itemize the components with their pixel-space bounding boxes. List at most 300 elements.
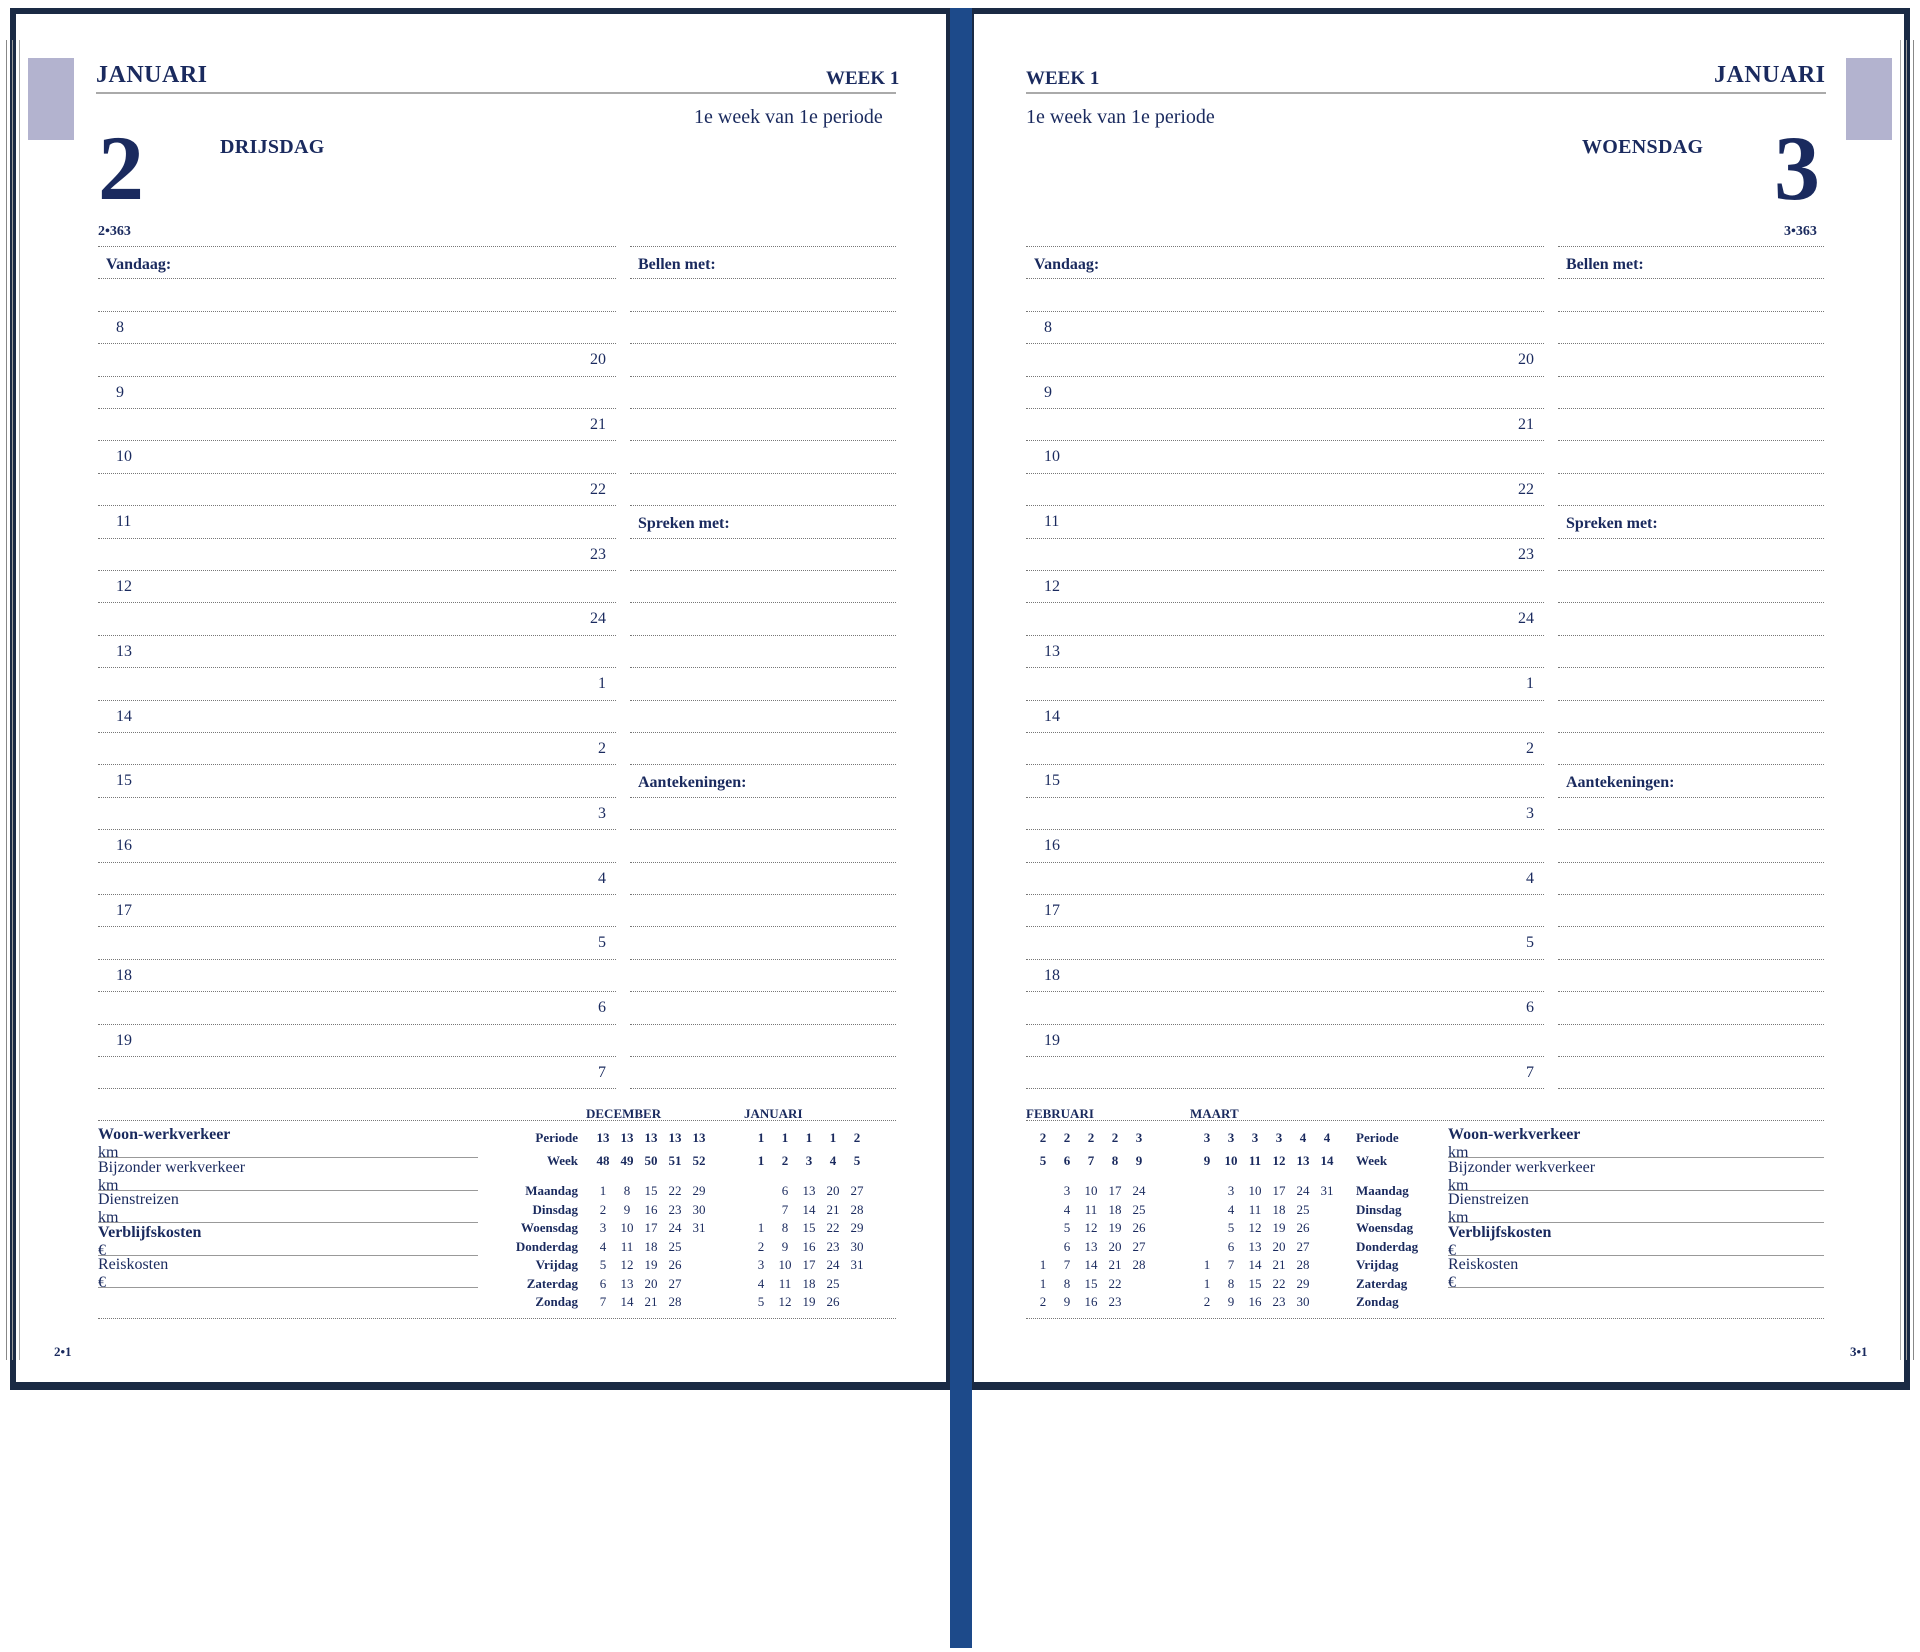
calendar-cell: 9 xyxy=(1203,1153,1211,1168)
expense-unit: km xyxy=(98,1209,119,1226)
call-label-right: Bellen met: xyxy=(1566,256,1644,273)
hour-label: 1 xyxy=(598,675,606,693)
calendar-cell: 25 xyxy=(668,1239,682,1254)
calendar-cell: 9 xyxy=(781,1239,789,1254)
calendar-cell: 10 xyxy=(1084,1183,1098,1198)
hour-label: 9 xyxy=(1044,383,1052,401)
calendar-cell: 11 xyxy=(1248,1153,1262,1168)
hour-label: 24 xyxy=(590,610,606,628)
calendar-cell: 3 xyxy=(1063,1183,1071,1198)
expense-unit: € xyxy=(1448,1274,1456,1291)
calendar-cell: 11 xyxy=(1084,1202,1098,1217)
calendar-cell: 7 xyxy=(1087,1153,1095,1168)
calendar-cell: 27 xyxy=(850,1183,864,1198)
hour-label: 6 xyxy=(1526,999,1534,1017)
calendar-row-label: Dinsdag xyxy=(532,1202,578,1217)
ruled-line xyxy=(1558,538,1824,539)
calendar-cell: 6 xyxy=(1063,1239,1071,1254)
ruled-line xyxy=(1026,635,1544,636)
calendar-cell: 31 xyxy=(1320,1183,1334,1198)
ruled-line xyxy=(630,862,896,863)
schedule-left xyxy=(98,246,616,1090)
calendar-cell: 23 xyxy=(826,1239,840,1254)
month-name: MAART xyxy=(1190,1106,1239,1121)
ruled-line xyxy=(1026,764,1544,765)
calendar-cell: 1 xyxy=(757,1220,765,1235)
expense-row xyxy=(1448,1158,1824,1194)
calendar-cell: 3 xyxy=(1227,1130,1235,1145)
calendar-row-label: Dinsdag xyxy=(1356,1202,1402,1217)
hour-label: 18 xyxy=(116,966,132,984)
hour-label: 9 xyxy=(116,383,124,401)
calendar-cell: 8 xyxy=(1111,1153,1119,1168)
calendar-cell: 1 xyxy=(599,1183,607,1198)
calendar-row-label: Maandag xyxy=(1356,1183,1409,1198)
calendar-cell: 10 xyxy=(620,1220,634,1235)
ruled-line xyxy=(630,700,896,701)
ruled-line xyxy=(1558,894,1824,895)
ruled-line xyxy=(98,1088,616,1089)
expense-unit: km xyxy=(1448,1176,1469,1194)
expense-row xyxy=(98,1126,478,1161)
calendar-cell: 6 xyxy=(599,1276,607,1291)
calendar-cell: 24 xyxy=(668,1220,682,1235)
calendar-row-label: Zaterdag xyxy=(526,1276,578,1291)
calendar-cell: 13 xyxy=(1084,1239,1098,1254)
calendar-cell: 17 xyxy=(802,1257,816,1272)
ruled-line xyxy=(1558,991,1824,992)
calendar-cell: 11 xyxy=(778,1276,792,1291)
ruled-line xyxy=(1558,602,1824,603)
day-number-right: 3 xyxy=(1774,117,1820,219)
ruled-line xyxy=(630,894,896,895)
ruled-line xyxy=(98,862,616,863)
hour-label: 18 xyxy=(1044,966,1060,984)
expense-row xyxy=(1448,1223,1824,1259)
ruled-line xyxy=(98,797,616,798)
calendar-cell: 4 xyxy=(1323,1130,1331,1145)
side-columns-left xyxy=(630,246,896,1090)
expense-row xyxy=(98,1191,478,1226)
ruled-line xyxy=(1026,862,1544,863)
expense-row xyxy=(98,1256,478,1291)
hour-label: 14 xyxy=(1044,707,1060,725)
ruled-line xyxy=(98,894,616,895)
ruled-line xyxy=(98,408,616,409)
ruled-line xyxy=(630,667,896,668)
hour-label: 3 xyxy=(598,804,606,822)
expense-row xyxy=(1448,1256,1824,1291)
calendar-cell: 8 xyxy=(1227,1276,1235,1291)
calendar-cell: 1 xyxy=(757,1153,765,1168)
calendar-row-label: Donderdag xyxy=(515,1239,578,1254)
speak-label-right: Spreken met: xyxy=(1566,515,1658,532)
hour-label: 13 xyxy=(1044,642,1060,660)
page-number-left: 2•1 xyxy=(54,1344,72,1359)
hour-label: 11 xyxy=(116,513,132,531)
calendar-cell: 9 xyxy=(1063,1294,1071,1309)
calendar-cell: 19 xyxy=(802,1294,816,1309)
hour-label: 19 xyxy=(116,1031,132,1049)
hour-label: 14 xyxy=(116,707,132,725)
ruled-line xyxy=(630,570,896,571)
expense-label: Dienstreizen xyxy=(98,1191,179,1208)
calendar-cell: 24 xyxy=(1132,1183,1146,1198)
ruled-line xyxy=(1026,1024,1544,1025)
calendar-cell: 3 xyxy=(757,1257,765,1272)
calendar-cell: 3 xyxy=(1227,1183,1235,1198)
calendar-cell: 7 xyxy=(1227,1257,1235,1272)
notes-label-left: Aantekeningen: xyxy=(638,774,747,791)
page-edges-left xyxy=(6,40,20,1360)
ruled-line xyxy=(98,635,616,636)
hour-label: 21 xyxy=(1518,416,1534,433)
hour-label: 11 xyxy=(1044,513,1060,531)
page-number-right: 3•1 xyxy=(1850,1344,1868,1359)
calendar-cell: 23 xyxy=(1272,1294,1286,1309)
calendar-cell: 18 xyxy=(644,1239,658,1254)
expenses-left xyxy=(98,1126,478,1296)
calendar-cell: 31 xyxy=(692,1220,706,1235)
calendar-cell: 7 xyxy=(1063,1257,1071,1272)
hour-label: 8 xyxy=(116,318,124,336)
calendar-cell: 21 xyxy=(826,1202,840,1217)
ruled-line xyxy=(1558,311,1824,312)
calendar-cell: 28 xyxy=(1132,1257,1146,1272)
calendar-row-label: Maandag xyxy=(525,1183,578,1198)
calendar-cell: 4 xyxy=(599,1239,607,1254)
expense-label: Woon-werkverkeer xyxy=(98,1126,231,1143)
calendar-cell: 27 xyxy=(1132,1239,1146,1254)
calendar-cell: 14 xyxy=(1248,1257,1262,1272)
hour-label: 22 xyxy=(590,480,606,498)
calendar-cell: 21 xyxy=(1108,1257,1122,1272)
calendar-row-label: Zaterdag xyxy=(1356,1276,1408,1291)
calendar-cell: 13 xyxy=(1296,1153,1310,1168)
calendar-cell: 4 xyxy=(829,1153,837,1168)
day-of-year-left: 2•363 xyxy=(98,224,131,239)
page-edges-right xyxy=(1900,40,1914,1360)
hour-label: 5 xyxy=(1526,934,1534,952)
expense-label: Reiskosten xyxy=(1448,1256,1519,1273)
calendar-cell: 30 xyxy=(1296,1294,1310,1309)
day-number-left: 2 xyxy=(98,117,144,219)
hour-label: 19 xyxy=(1044,1031,1060,1049)
calendar-cell: 28 xyxy=(850,1202,864,1217)
calendar-cell: 16 xyxy=(802,1239,816,1254)
ruled-line xyxy=(630,635,896,636)
ruled-line xyxy=(630,797,896,798)
calendar-cell: 24 xyxy=(826,1257,840,1272)
calendar-cell: 9 xyxy=(1135,1153,1143,1168)
calendar-cell: 3 xyxy=(1251,1130,1259,1145)
calendar-row-label: Periode xyxy=(1356,1130,1399,1145)
calendar-cell: 26 xyxy=(668,1257,682,1272)
bookmark-ribbon[interactable] xyxy=(950,8,972,1648)
calendar-cell: 17 xyxy=(1108,1183,1122,1198)
calendar-cell: 7 xyxy=(781,1202,789,1217)
expense-label: Reiskosten xyxy=(98,1256,169,1273)
calendar-cell: 5 xyxy=(853,1153,861,1168)
calendar-cell: 15 xyxy=(802,1220,816,1235)
calendar-cell: 2 xyxy=(853,1130,861,1145)
ruled-line xyxy=(1026,667,1544,668)
day-name-left: DRIJSDAG xyxy=(220,136,325,158)
calendar-cell: 3 xyxy=(805,1153,813,1168)
ruled-line xyxy=(1026,440,1544,441)
ruled-line xyxy=(1026,894,1544,895)
expense-label: Verblijfskosten xyxy=(98,1223,202,1241)
calendar-cell: 27 xyxy=(1296,1239,1310,1254)
hour-label: 10 xyxy=(116,448,132,466)
expense-label: Bijzonder werkverkeer xyxy=(1448,1158,1596,1176)
calendar-cell: 19 xyxy=(1272,1220,1286,1235)
calendar-cell: 26 xyxy=(826,1294,840,1309)
day-of-year-right: 3•363 xyxy=(1784,224,1817,239)
calendar-cell: 29 xyxy=(692,1183,706,1198)
calendar-cell: 10 xyxy=(1248,1183,1262,1198)
header-rule-left xyxy=(96,92,896,94)
hour-label: 24 xyxy=(1518,610,1534,628)
ruled-line xyxy=(630,505,896,506)
hour-label: 4 xyxy=(1526,869,1534,887)
ruled-line xyxy=(98,926,616,927)
ruled-line xyxy=(1026,991,1544,992)
today-label-left: Vandaag: xyxy=(106,256,172,273)
calendar-cell: 1 xyxy=(1039,1276,1047,1291)
expense-label: Dienstreizen xyxy=(1448,1191,1529,1208)
ruled-line xyxy=(98,570,616,571)
calendar-cell: 13 xyxy=(596,1130,610,1145)
ruled-line xyxy=(98,700,616,701)
schedule-right xyxy=(1026,246,1544,1090)
calendar-cell: 5 xyxy=(599,1257,607,1272)
month-name: FEBRUARI xyxy=(1026,1106,1094,1121)
ruled-line xyxy=(1026,570,1544,571)
calendar-cell: 13 xyxy=(802,1183,816,1198)
expense-unit: € xyxy=(98,1241,106,1259)
ruled-line xyxy=(98,473,616,474)
calendar-cell: 27 xyxy=(668,1276,682,1291)
ruled-line xyxy=(630,926,896,927)
ruled-line xyxy=(1558,376,1824,377)
ruled-line xyxy=(1558,570,1824,571)
ruled-line xyxy=(630,1088,896,1089)
calendar-row-label: Woensdag xyxy=(520,1220,578,1235)
calendar-cell: 49 xyxy=(620,1153,634,1168)
ruled-line xyxy=(630,311,896,312)
calendar-cell: 2 xyxy=(599,1202,607,1217)
ruled-line xyxy=(1558,343,1824,344)
calendar-cell: 21 xyxy=(1272,1257,1286,1272)
calendar-cell: 51 xyxy=(668,1153,682,1168)
calendar-cell: 14 xyxy=(620,1294,634,1309)
calendar-cell: 13 xyxy=(644,1130,658,1145)
ruled-line xyxy=(630,538,896,539)
calendar-cell: 21 xyxy=(644,1294,658,1309)
ruled-line xyxy=(630,1056,896,1057)
ruled-line xyxy=(630,1024,896,1025)
calendar-cell: 7 xyxy=(599,1294,607,1309)
hour-label: 2 xyxy=(1526,740,1534,757)
ruled-line xyxy=(98,311,616,312)
calendar-row-label: Week xyxy=(1356,1153,1388,1168)
hour-label: 8 xyxy=(1044,318,1052,336)
ruled-line xyxy=(1026,1088,1544,1089)
ruled-line xyxy=(630,829,896,830)
ruled-line xyxy=(1026,376,1544,377)
ruled-line xyxy=(1026,732,1544,733)
period-label-right: 1e week van 1e periode xyxy=(1026,106,1215,128)
ruled-line xyxy=(98,343,616,344)
ruled-line xyxy=(98,505,616,506)
calendar-cell: 24 xyxy=(1296,1183,1310,1198)
ruled-line xyxy=(1558,1024,1824,1025)
hour-label: 23 xyxy=(1518,545,1534,563)
ruled-line xyxy=(1026,505,1544,506)
ruled-line xyxy=(1026,797,1544,798)
ruled-line xyxy=(98,1056,616,1057)
calendar-cell: 4 xyxy=(1227,1202,1235,1217)
calendar-cell: 9 xyxy=(623,1202,631,1217)
ruled-line xyxy=(630,246,896,247)
calendar-cell: 52 xyxy=(692,1153,706,1168)
ruled-line xyxy=(98,991,616,992)
calendar-cell: 13 xyxy=(620,1130,634,1145)
calendar-cell: 2 xyxy=(1039,1130,1047,1145)
calendar-cell: 4 xyxy=(1299,1130,1307,1145)
calendar-cell: 14 xyxy=(1084,1257,1098,1272)
ruled-line xyxy=(1558,700,1824,701)
calendar-cell: 22 xyxy=(1108,1276,1122,1291)
month-name: DECEMBER xyxy=(586,1106,662,1121)
call-label-left: Bellen met: xyxy=(638,256,716,273)
ruled-line xyxy=(98,440,616,441)
calendar-cell: 28 xyxy=(668,1294,682,1309)
calendar-cell: 15 xyxy=(1084,1276,1098,1291)
calendar-cell: 20 xyxy=(1272,1239,1286,1254)
calendar-cell: 12 xyxy=(1272,1153,1286,1168)
hour-label: 16 xyxy=(1044,837,1060,855)
ruled-line xyxy=(630,473,896,474)
ruled-line xyxy=(1558,829,1824,830)
calendar-cell: 29 xyxy=(850,1220,864,1235)
ruled-line xyxy=(1026,408,1544,409)
ruled-line xyxy=(98,667,616,668)
calendar-cell: 10 xyxy=(1224,1153,1238,1168)
expense-label: Verblijfskosten xyxy=(1448,1223,1552,1241)
ruled-line xyxy=(1558,505,1824,506)
month-title-right: JANUARI xyxy=(1714,62,1826,88)
calendar-row-label: Vrijdag xyxy=(535,1257,578,1272)
ruled-line xyxy=(1026,538,1544,539)
ruled-line xyxy=(630,602,896,603)
calendar-cell: 16 xyxy=(1084,1294,1098,1309)
hour-label: 6 xyxy=(598,999,606,1017)
ruled-line xyxy=(1026,602,1544,603)
ruled-line xyxy=(1558,732,1824,733)
calendar-cell: 20 xyxy=(644,1276,658,1291)
hour-label: 2 xyxy=(598,740,606,757)
calendar-cell: 8 xyxy=(781,1220,789,1235)
calendar-cell: 2 xyxy=(757,1239,765,1254)
calendar-cell: 6 xyxy=(781,1183,789,1198)
ruled-line xyxy=(98,764,616,765)
calendar-cell: 31 xyxy=(850,1257,864,1272)
hour-label: 23 xyxy=(590,545,606,563)
calendar-cell: 25 xyxy=(826,1276,840,1291)
calendar-cell: 15 xyxy=(644,1183,658,1198)
header-rule-right xyxy=(1026,92,1826,94)
hour-label: 4 xyxy=(598,869,606,887)
calendar-cell: 8 xyxy=(623,1183,631,1198)
calendar-cell: 12 xyxy=(620,1257,634,1272)
expense-row xyxy=(1448,1126,1824,1161)
ruled-line xyxy=(630,343,896,344)
hour-label: 16 xyxy=(116,837,132,855)
calendar-row-label: Vrijdag xyxy=(1356,1257,1399,1272)
mini-calendar-right xyxy=(1026,1100,1446,1320)
calendar-row-label: Zondag xyxy=(535,1294,578,1309)
ruled-line xyxy=(1558,667,1824,668)
ruled-line xyxy=(1026,700,1544,701)
expense-unit: € xyxy=(98,1274,106,1291)
hour-label: 15 xyxy=(116,772,132,790)
ruled-line xyxy=(1026,278,1544,279)
month-tab-right xyxy=(1846,58,1892,140)
calendar-cell: 15 xyxy=(1248,1276,1262,1291)
calendar-cell: 28 xyxy=(1296,1257,1310,1272)
hour-label: 7 xyxy=(1526,1064,1534,1081)
month-tab-left xyxy=(28,58,74,140)
today-label-right: Vandaag: xyxy=(1034,256,1100,273)
calendar-cell: 25 xyxy=(1132,1202,1146,1217)
side-columns-right xyxy=(1558,246,1824,1090)
ruled-line xyxy=(98,278,616,279)
calendar-cell: 6 xyxy=(1227,1239,1235,1254)
ruled-line xyxy=(1558,862,1824,863)
ruled-line xyxy=(630,991,896,992)
calendar-cell: 1 xyxy=(1039,1257,1047,1272)
calendar-cell: 17 xyxy=(644,1220,658,1235)
calendar-cell: 3 xyxy=(1275,1130,1283,1145)
notes-label-right: Aantekeningen: xyxy=(1566,774,1675,791)
calendar-cell: 23 xyxy=(668,1202,682,1217)
calendar-cell: 2 xyxy=(781,1153,789,1168)
calendar-cell: 22 xyxy=(668,1183,682,1198)
calendar-cell: 1 xyxy=(829,1130,837,1145)
day-name-right: WOENSDAG xyxy=(1582,136,1704,158)
hour-label: 17 xyxy=(1044,902,1060,919)
calendar-cell: 13 xyxy=(620,1276,634,1291)
expense-unit: km xyxy=(98,1176,119,1194)
hour-label: 5 xyxy=(598,934,606,952)
calendar-cell: 20 xyxy=(826,1183,840,1198)
period-label-left: 1e week van 1e periode xyxy=(694,106,883,128)
ruled-line xyxy=(630,278,896,279)
ruled-line xyxy=(630,376,896,377)
calendar-cell: 18 xyxy=(802,1276,816,1291)
ruled-line xyxy=(98,538,616,539)
ruled-line xyxy=(1558,959,1824,960)
calendar-cell: 18 xyxy=(1272,1202,1286,1217)
expense-label: Woon-werkverkeer xyxy=(1448,1126,1581,1143)
ruled-line xyxy=(630,732,896,733)
ruled-line xyxy=(1026,1056,1544,1057)
calendar-cell: 3 xyxy=(1203,1130,1211,1145)
hour-label: 12 xyxy=(116,578,132,595)
calendar-cell: 5 xyxy=(1039,1153,1047,1168)
